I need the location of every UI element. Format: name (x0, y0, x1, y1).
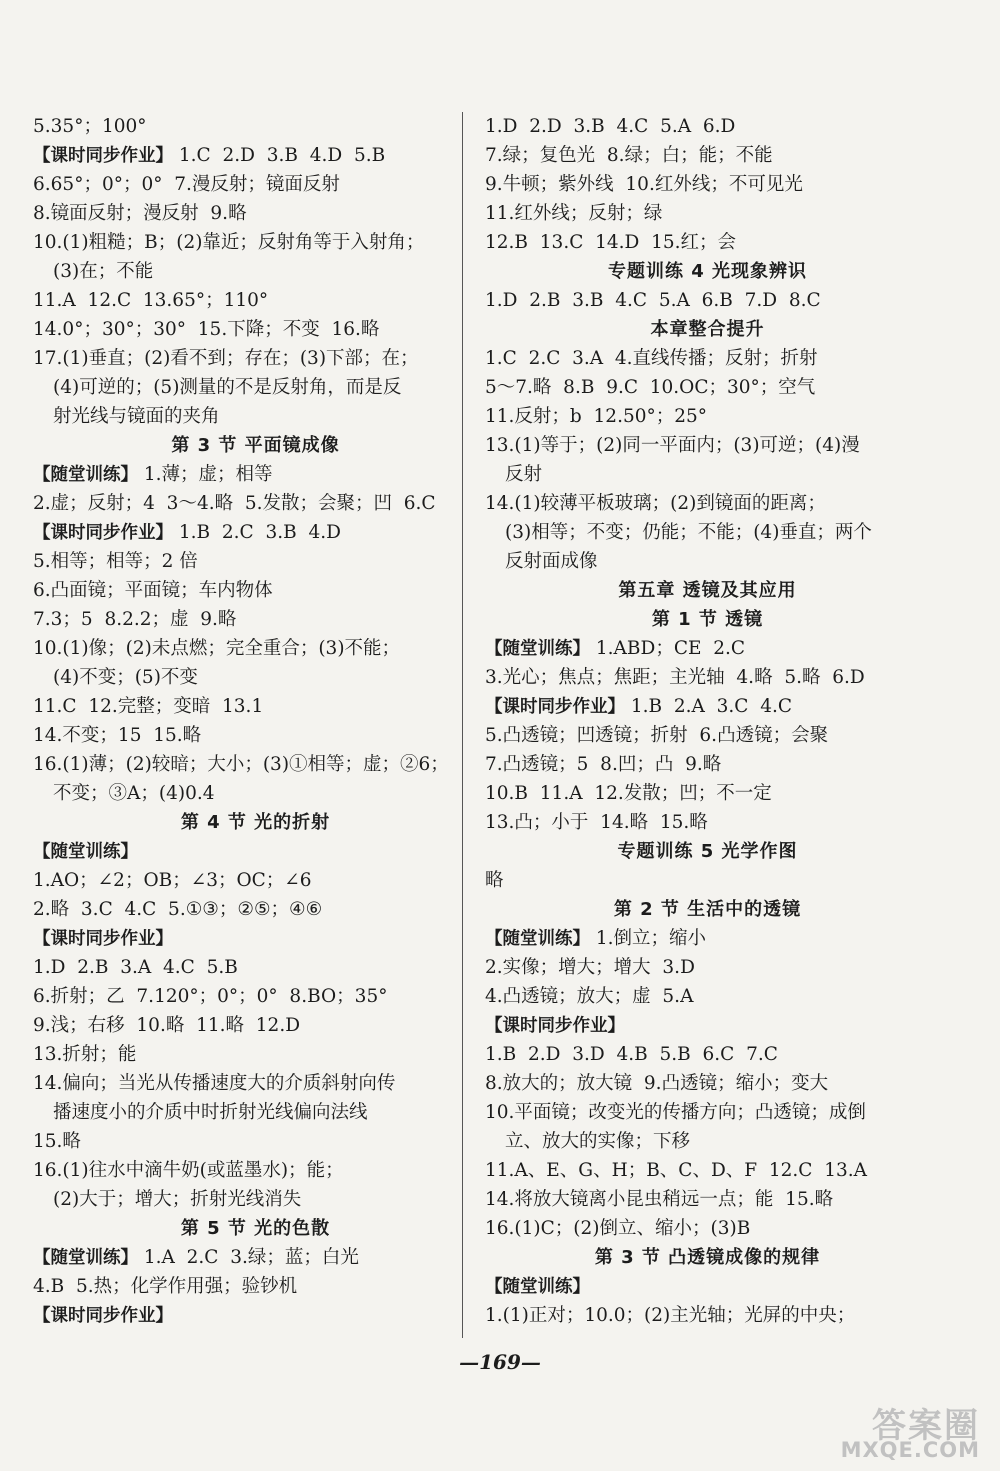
answer-line (485, 982, 930, 1011)
right-column (485, 112, 930, 1330)
answer-text: (3)在；不能 (53, 261, 154, 282)
answer-text: 略 (485, 870, 504, 891)
section-tag: 【课时同步作业】 (33, 523, 173, 543)
answer-text: 1.B 2.D 3.D 4.B 5.B 6.C 7.C (485, 1044, 778, 1065)
answer-text: 反射面成像 (505, 551, 598, 572)
section-heading: 第 5 节 光的色散 (180, 1218, 331, 1239)
answer-line (485, 808, 930, 837)
answer-text: 14.偏向；当光从传播速度大的介质斜射向传 (33, 1073, 396, 1094)
section-tag: 【课时同步作业】 (33, 1306, 173, 1326)
answer-line (33, 1185, 478, 1214)
answer-text: 11.红外线；反射；绿 (485, 203, 663, 224)
answer-line (485, 518, 930, 547)
watermark-logo: 答案圈 (872, 1406, 980, 1446)
answer-text: 5.凸透镜；凹透镜；折射 6.凸透镜；会聚 (485, 725, 829, 746)
answer-line (33, 634, 478, 663)
answer-text: 10.(1)粗糙；B；(2)靠近；反射角等于入射角； (33, 232, 425, 253)
answer-line (485, 866, 930, 895)
answer-text: 16.(1)往水中滴牛奶(或蓝墨水)；能； (33, 1160, 344, 1181)
page-number: —169— (459, 1350, 541, 1374)
answer-text: 1.D 2.D 3.B 4.C 5.A 6.D (485, 116, 736, 137)
answer-text: 播速度小的介质中时折射光线偏向法线 (53, 1102, 368, 1123)
answer-line (33, 605, 478, 634)
answer-line (485, 721, 930, 750)
answer-line (33, 373, 478, 402)
answer-text: 7.凸透镜；5 8.凹；凸 9.略 (485, 754, 722, 775)
answer-line (485, 112, 930, 141)
answer-line (485, 634, 930, 663)
section-tag: 【课时同步作业】 (33, 146, 173, 166)
answer-line (485, 141, 930, 170)
section-heading: 第 3 节 凸透镜成像的规律 (594, 1247, 821, 1268)
answer-text: 6.凸面镜；平面镜；车内物体 (33, 580, 273, 601)
answer-line (33, 257, 478, 286)
answer-line (33, 1098, 478, 1127)
watermark (781, 1398, 986, 1464)
answer-text: 1.C 2.C 3.A 4.直线传播；反射；折射 (485, 348, 818, 369)
answer-text: 17.(1)垂直；(2)看不到；存在；(3)下部；在； (33, 348, 419, 369)
answer-text: 立、放大的实像；下移 (505, 1131, 691, 1152)
answer-text: (4)不变；(5)不变 (53, 667, 198, 688)
answer-line (33, 460, 478, 489)
answer-text: 4.凸透镜；放大；虚 5.A (485, 986, 694, 1007)
answer-line (33, 692, 478, 721)
answer-text: 3.光心；焦点；焦距；主光轴 4.略 5.略 6.D (485, 667, 865, 688)
section-tag: 【随堂训练】 (33, 465, 138, 485)
answer-line (33, 344, 478, 373)
section-heading: 第 4 节 光的折射 (180, 812, 331, 833)
answer-line (485, 1069, 930, 1098)
answer-line (485, 344, 930, 373)
answer-text: 1.AO；∠2；OB；∠3；OC；∠6 (33, 870, 312, 891)
answer-text: 14.(1)较薄平板玻璃；(2)到镜面的距离； (485, 493, 826, 514)
answer-text: 16.(1)C；(2)倒立、缩小；(3)B (485, 1218, 751, 1239)
answer-line (33, 518, 478, 547)
answer-text: 13.折射；能 (33, 1044, 137, 1065)
section-tag: 【随堂训练】 (485, 1277, 590, 1297)
answer-text: 1.A 2.C 3.绿；蓝；白光 (138, 1247, 359, 1268)
section-tag: 【随堂训练】 (485, 639, 590, 659)
answer-line (33, 112, 478, 141)
answer-line (485, 431, 930, 460)
answer-line (485, 547, 930, 576)
answer-text: 1.D 2.B 3.A 4.C 5.B (33, 957, 238, 978)
answer-line (33, 315, 478, 344)
section-heading: 第 2 节 生活中的透镜 (613, 899, 802, 920)
answer-line (33, 1243, 478, 1272)
answer-text: 14.将放大镜离小昆虫稍远一点；能 15.略 (485, 1189, 834, 1210)
answer-line (33, 1127, 478, 1156)
answer-line (33, 895, 478, 924)
answer-line (33, 1301, 478, 1330)
answer-text: 1.B 2.A 3.C 4.C (625, 696, 793, 717)
answer-line (485, 1040, 930, 1069)
answer-text: 1.D 2.B 3.B 4.C 5.A 6.B 7.D 8.C (485, 290, 821, 311)
answer-line (33, 141, 478, 170)
answer-line (485, 663, 930, 692)
answer-line (33, 576, 478, 605)
answer-line (33, 982, 478, 1011)
section-tag: 【课时同步作业】 (485, 697, 625, 717)
answer-text: 6.65°；0°；0° 7.漫反射；镜面反射 (33, 174, 340, 195)
answer-text: 1.ABD；CE 2.C (590, 638, 746, 659)
answer-text: 4.B 5.热；化学作用强；验钞机 (33, 1276, 298, 1297)
answer-line (485, 1214, 930, 1243)
answer-line (485, 286, 930, 315)
answer-text: 反射 (505, 464, 543, 485)
answer-text: 14.不变；15 15.略 (33, 725, 202, 746)
answer-text: 13.(1)等于；(2)同一平面内；(3)可逆；(4)漫 (485, 435, 860, 456)
answer-line (33, 1272, 478, 1301)
section-tag: 【随堂训练】 (33, 1248, 138, 1268)
answer-line (485, 170, 930, 199)
answer-text: 2.实像；增大；增大 3.D (485, 957, 695, 978)
answer-text: 11.A、E、G、H；B、C、D、F 12.C 13.A (485, 1160, 867, 1181)
answer-line (33, 1040, 478, 1069)
answer-line (33, 547, 478, 576)
answer-line (33, 286, 478, 315)
answer-line (485, 692, 930, 721)
answer-line (33, 750, 478, 779)
answer-text: (3)相等；不变；仍能；不能；(4)垂直；两个 (505, 522, 872, 543)
answer-text: 5.相等；相等；2 倍 (33, 551, 198, 572)
answer-line (485, 228, 930, 257)
answer-line (485, 1011, 930, 1040)
answer-line (485, 1127, 930, 1156)
answer-text: 射光线与镜面的夹角 (53, 406, 220, 427)
answer-text: 不变；③A；(4)0.4 (53, 783, 215, 804)
section-heading: 第五章 透镜及其应用 (618, 580, 797, 601)
answer-line (33, 1069, 478, 1098)
answer-text: 2.略 3.C 4.C 5.①③；②⑤；④⑥ (33, 899, 323, 920)
answer-line (33, 170, 478, 199)
answer-line (485, 953, 930, 982)
answer-line (33, 199, 478, 228)
answer-line (33, 924, 478, 953)
answer-text: 5～7.略 8.B 9.C 10.OC；30°；空气 (485, 377, 816, 398)
answer-text: 9.牛顿；紫外线 10.红外线；不可见光 (485, 174, 803, 195)
answer-text: 10.(1)像；(2)未点燃；完全重合；(3)不能； (33, 638, 401, 659)
answer-line (33, 228, 478, 257)
answer-text: 15.略 (33, 1131, 81, 1152)
answer-text: 13.凸；小于 14.略 15.略 (485, 812, 708, 833)
answer-text: 10.平面镜；改变光的传播方向；凸透镜；成倒 (485, 1102, 866, 1123)
answer-text: 6.折射；乙 7.120°；0°；0° 8.BO；35° (33, 986, 388, 1007)
answer-line (33, 837, 478, 866)
answer-text: 1.倒立；缩小 (590, 928, 707, 949)
answer-line (485, 750, 930, 779)
left-column (33, 112, 478, 1330)
answer-text: 5.35°；100° (33, 116, 147, 137)
answer-line (485, 489, 930, 518)
answer-line (485, 402, 930, 431)
answer-line (33, 866, 478, 895)
answer-line (485, 924, 930, 953)
answer-line (33, 663, 478, 692)
answer-text: 11.A 12.C 13.65°；110° (33, 290, 269, 311)
answer-text: 16.(1)薄；(2)较暗；大小；(3)①相等；虚；②6； (33, 754, 449, 775)
answer-line (485, 199, 930, 228)
answer-line (33, 1156, 478, 1185)
answer-text: 12.B 13.C 14.D 15.红；会 (485, 232, 737, 253)
answer-line (485, 1301, 930, 1330)
answer-text: 14.0°；30°；30° 15.下降；不变 16.略 (33, 319, 380, 340)
answer-text: 7.3；5 8.2.2；虚 9.略 (33, 609, 237, 630)
section-tag: 【随堂训练】 (485, 929, 590, 949)
answer-line (33, 489, 478, 518)
answer-line (485, 1272, 930, 1301)
section-tag: 【课时同步作业】 (485, 1016, 625, 1036)
answer-line (485, 460, 930, 489)
answer-text: 1.(1)正对；10.0；(2)主光轴；光屏的中央； (485, 1305, 856, 1326)
answer-text: 2.虚；反射；4 3～4.略 5.发散；会聚；凹 6.C (33, 493, 436, 514)
answer-text: 9.浅；右移 10.略 11.略 12.D (33, 1015, 301, 1036)
answer-text: 10.B 11.A 12.发散；凹；不一定 (485, 783, 772, 804)
section-heading: 第 3 节 平面镜成像 (171, 435, 340, 456)
answer-line (33, 721, 478, 750)
answer-text: 7.绿；复色光 8.绿；白；能；不能 (485, 145, 773, 166)
answer-line (485, 1098, 930, 1127)
answer-text: 11.反射；b 12.50°；25° (485, 406, 708, 427)
section-tag: 【随堂训练】 (33, 842, 138, 862)
answer-text: 8.镜面反射；漫反射 9.略 (33, 203, 247, 224)
answer-text: 1.薄；虚；相等 (138, 464, 273, 485)
section-tag: 【课时同步作业】 (33, 929, 173, 949)
answer-line (33, 1011, 478, 1040)
watermark-url: MXQE.COM (840, 1438, 980, 1462)
section-heading: 专题训练 5 光学作图 (617, 841, 798, 862)
answer-line (33, 402, 478, 431)
section-heading: 本章整合提升 (650, 319, 765, 340)
answer-text: 1.B 2.C 3.B 4.D (173, 522, 341, 543)
answer-text: (4)可逆的；(5)测量的不是反射角，而是反 (53, 377, 402, 398)
answer-line (485, 1185, 930, 1214)
answer-text: 11.C 12.完整；变暗 13.1 (33, 696, 264, 717)
section-heading: 第 1 节 透镜 (651, 609, 764, 630)
answer-line (33, 779, 478, 808)
answer-line (485, 1156, 930, 1185)
answer-text: 8.放大的；放大镜 9.凸透镜；缩小；变大 (485, 1073, 829, 1094)
answer-line (33, 953, 478, 982)
answer-line (485, 779, 930, 808)
section-heading: 专题训练 4 光现象辨识 (607, 261, 808, 282)
answer-text: 1.C 2.D 3.B 4.D 5.B (173, 145, 386, 166)
column-divider (462, 112, 463, 1338)
answer-text: (2)大于；增大；折射光线消失 (53, 1189, 302, 1210)
answer-line (485, 373, 930, 402)
